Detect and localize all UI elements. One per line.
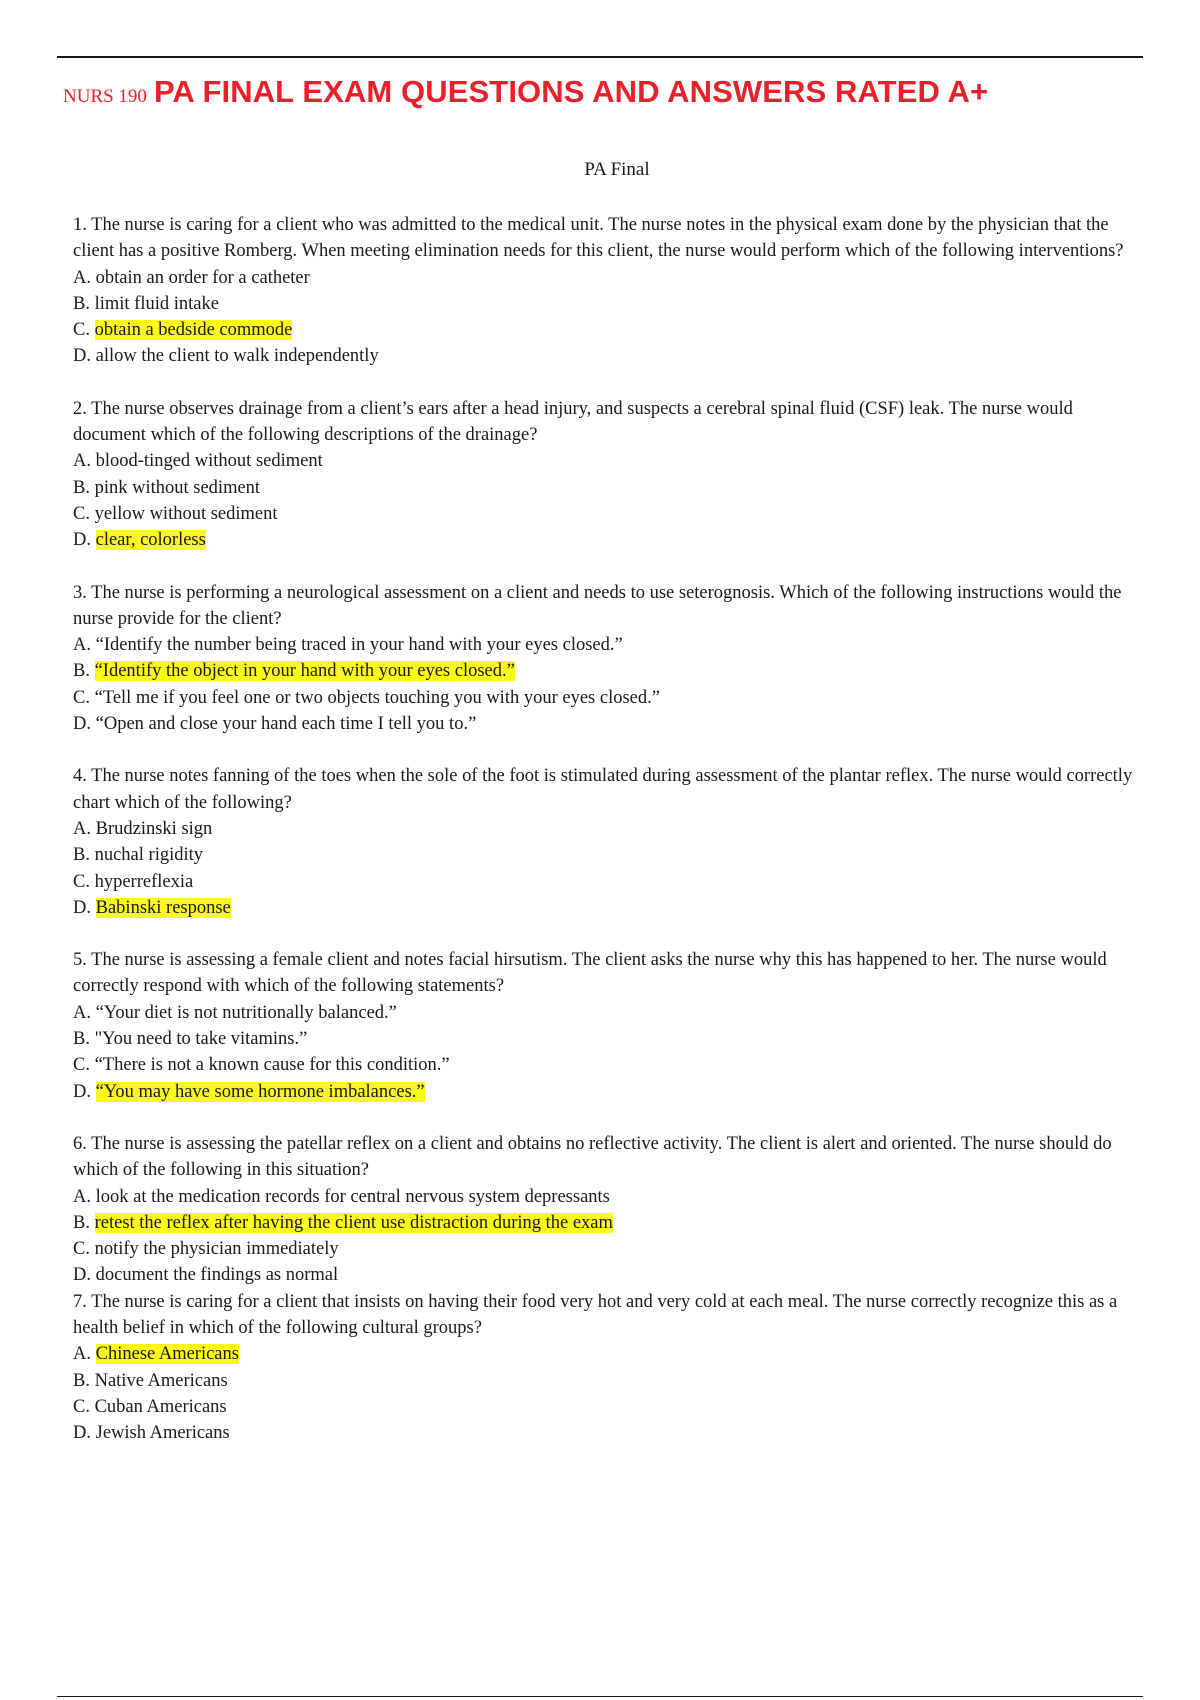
highlighted-answer: Chinese Americans — [95, 1344, 239, 1365]
option-c-correct — [73, 317, 1143, 343]
option-letter: B. — [73, 845, 95, 866]
question-7 — [73, 1289, 1143, 1447]
option-text: limit fluid intake — [94, 293, 219, 314]
option-b — [73, 842, 1143, 868]
option-a — [73, 448, 1143, 474]
option-a — [73, 632, 1143, 658]
option-a — [73, 816, 1143, 842]
option-a-correct — [73, 1341, 1143, 1367]
question-2 — [73, 396, 1143, 554]
document-subtitle: PA Final — [584, 159, 650, 180]
option-text: Cuban Americans — [94, 1396, 227, 1417]
option-c — [73, 869, 1143, 895]
option-text: “There is not a known cause for this condition.” — [94, 1055, 450, 1076]
option-text: hyperreflexia — [94, 871, 194, 892]
question-6 — [73, 1131, 1143, 1289]
option-letter: D. — [73, 1265, 96, 1286]
course-code: NURS 190 — [63, 86, 147, 107]
option-text: Native Americans — [94, 1370, 228, 1391]
option-text: pink without sediment — [94, 477, 261, 498]
option-letter: C. — [73, 1239, 95, 1260]
option-a — [73, 1000, 1143, 1026]
option-d — [73, 711, 1143, 737]
option-letter: B. — [73, 661, 95, 682]
option-letter: D. — [73, 714, 96, 735]
top-rule — [57, 56, 1143, 58]
option-text: look at the medication records for central nervous system depressants — [95, 1186, 610, 1207]
option-text: Jewish Americans — [95, 1423, 230, 1444]
document-header — [63, 72, 988, 118]
option-letter: A. — [73, 1344, 96, 1365]
question-1 — [73, 212, 1143, 370]
option-letter: D. — [73, 897, 96, 918]
option-letter: B. — [73, 477, 95, 498]
option-letter: A. — [73, 1002, 96, 1023]
option-d-correct — [73, 1079, 1143, 1105]
question-stem: 5. The nurse is assessing a female client and notes facial hirsutism. The client asks the nurse why this has happened to her. The nurse would correctly respond with which of the following statements? — [73, 950, 1107, 997]
option-letter: A. — [73, 451, 96, 472]
option-text: “Tell me if you feel one or two objects touching you with your eyes closed.” — [94, 687, 660, 708]
option-d-correct — [73, 895, 1143, 921]
option-text: nuchal rigidity — [94, 845, 204, 866]
option-letter: A. — [73, 635, 96, 656]
option-letter: D. — [73, 1423, 96, 1444]
option-text: Brudzinski sign — [95, 818, 213, 839]
highlighted-answer: Babinski response — [95, 897, 231, 918]
option-b — [73, 291, 1143, 317]
option-b-correct — [73, 658, 1143, 684]
highlighted-answer: “You may have some hormone imbalances.” — [95, 1081, 425, 1102]
option-letter: A. — [73, 818, 96, 839]
option-text: document the findings as normal — [95, 1265, 339, 1286]
option-c — [73, 501, 1143, 527]
option-letter: C. — [73, 1396, 95, 1417]
question-list — [73, 212, 1143, 1472]
option-d — [73, 1420, 1143, 1446]
option-text: obtain an order for a catheter — [95, 267, 310, 288]
option-letter: A. — [73, 267, 96, 288]
question-4 — [73, 763, 1143, 921]
option-c — [73, 1236, 1143, 1262]
option-letter: A. — [73, 1186, 96, 1207]
option-letter: C. — [73, 1055, 95, 1076]
option-d — [73, 343, 1143, 369]
option-text: "You need to take vitamins.” — [94, 1029, 308, 1050]
question-stem: 6. The nurse is assessing the patellar reflex on a client and obtains no reflective activity. The client is alert and oriented. The nurse should do which of the following in this situation? — [73, 1133, 1112, 1181]
option-c — [73, 1052, 1143, 1078]
option-letter: B. — [73, 1370, 95, 1391]
document-title: PA FINAL EXAM QUESTIONS AND ANSWERS RATED A+ — [153, 74, 989, 109]
option-b — [73, 1368, 1143, 1394]
option-c — [73, 1394, 1143, 1420]
bottom-rule — [57, 1696, 1143, 1697]
option-text: “Identify the number being traced in your hand with your eyes closed.” — [95, 635, 623, 656]
option-letter: B. — [73, 1212, 95, 1233]
option-letter: C. — [73, 687, 95, 708]
option-b-correct — [73, 1210, 1143, 1236]
option-d-correct — [73, 527, 1143, 553]
question-5 — [73, 947, 1143, 1105]
option-text: allow the client to walk independently — [95, 346, 379, 367]
question-stem: 1. The nurse is caring for a client who was admitted to the medical unit. The nurse notes in the physical exam done by the physician that the client has a positive Romberg. When meeting elimination needs for this client, the nurse would perform which of the following interventions? — [73, 215, 1124, 262]
highlighted-answer: clear, colorless — [95, 530, 206, 551]
option-letter: D. — [73, 1081, 96, 1102]
option-letter: C. — [73, 871, 95, 892]
option-letter: D. — [73, 346, 96, 367]
option-letter: D. — [73, 530, 96, 551]
question-stem: 7. The nurse is caring for a client that insists on having their food very hot and very cold at each meal. The nurse correctly recognize this as a health belief in which of the following cultural groups? — [73, 1291, 1118, 1338]
option-letter: C. — [73, 503, 95, 524]
option-text: yellow without sediment — [94, 503, 278, 524]
option-text: blood-tinged without sediment — [95, 451, 323, 472]
option-text: “Open and close your hand each time I tell you to.” — [95, 714, 477, 735]
question-stem: 2. The nurse observes drainage from a client’s ears after a head injury, and suspects a cerebral spinal fluid (CSF) leak. The nurse would document which of the following descriptions of the drainage? — [73, 398, 1073, 446]
option-c — [73, 685, 1143, 711]
highlighted-answer: “Identify the object in your hand with your eyes closed.” — [94, 661, 515, 682]
question-stem: 3. The nurse is performing a neurological assessment on a client and needs to use seterognosis. Which of the following instructions would the nurse provide for the client? — [73, 582, 1122, 629]
question-stem: 4. The nurse notes fanning of the toes when the sole of the foot is stimulated during assessment of the plantar reflex. The nurse would correctly chart which of the following? — [73, 766, 1133, 813]
option-letter: C. — [73, 320, 95, 341]
option-letter: B. — [73, 1029, 95, 1050]
option-text: “Your diet is not nutritionally balanced.” — [95, 1002, 397, 1023]
option-b — [73, 1026, 1143, 1052]
question-3 — [73, 580, 1143, 738]
option-a — [73, 1184, 1143, 1210]
highlighted-answer: retest the reflex after having the client use distraction during the exam — [94, 1212, 613, 1233]
option-d — [73, 1262, 1143, 1288]
option-letter: B. — [73, 293, 95, 314]
option-b — [73, 475, 1143, 501]
highlighted-answer: obtain a bedside commode — [94, 320, 293, 341]
option-a — [73, 265, 1143, 291]
option-text: notify the physician immediately — [94, 1239, 339, 1260]
